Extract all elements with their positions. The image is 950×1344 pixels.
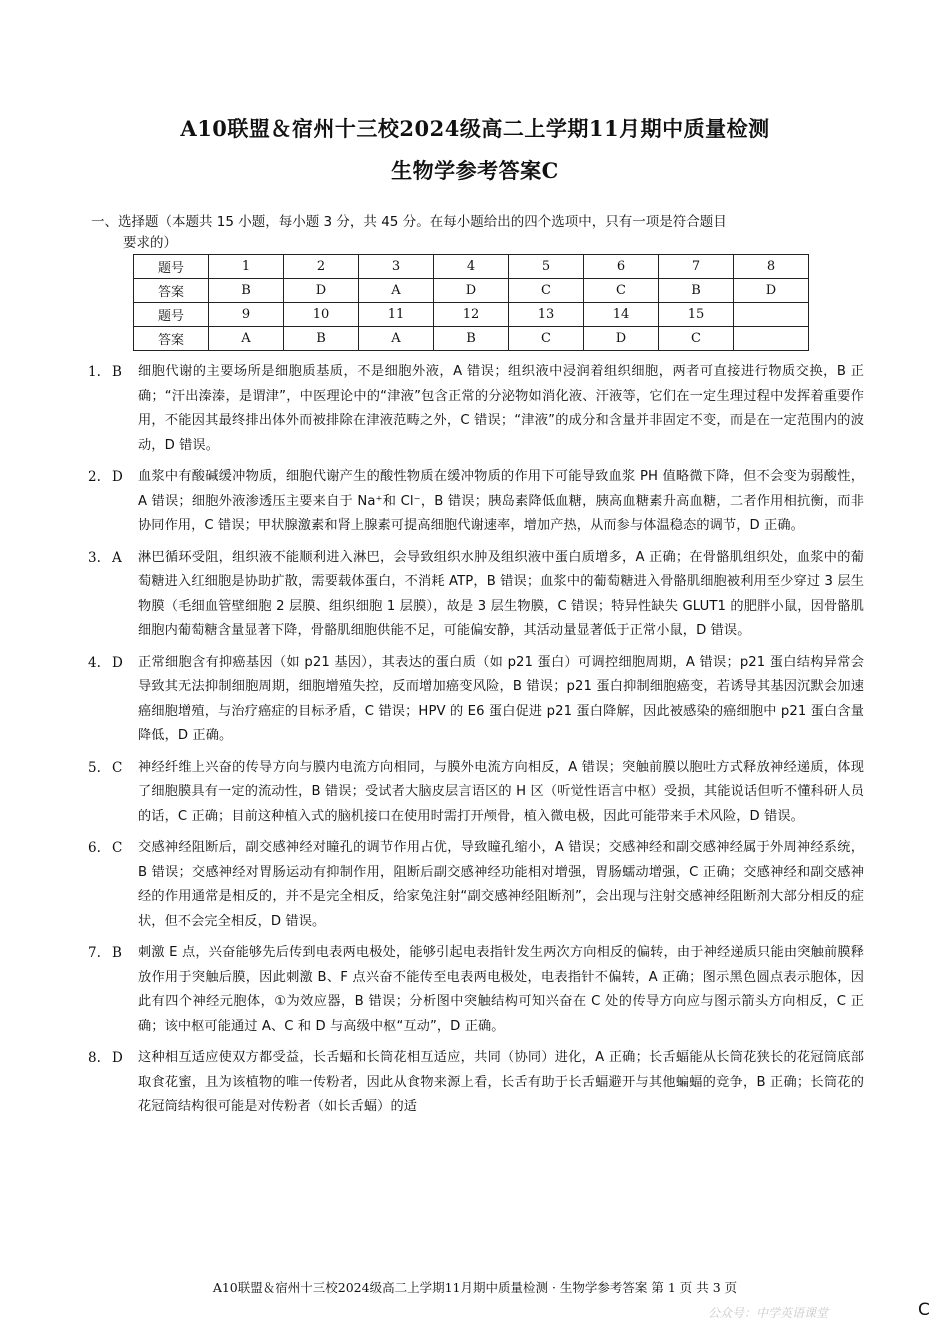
item-explanation: 淋巴循环受阻，组织液不能顺利进入淋巴，会导致组织水肿及组织液中蛋白质增多，A 正确；在骨骼肌组织处，血浆中的葡萄糖进入红细胞是协助扩散，需要载体蛋白，不消耗 ATP，B 错误；血浆中的葡萄糖进入骨骼肌细胞被利用至少穿过 3 层生物膜（毛细血管壁细胞 2 层膜、组织细胞 1 层膜），故是 3 层生物膜，C 错误；特异性缺失 GLUT1 的肥胖小鼠，因骨骼肌细胞内葡萄糖含量显著下降，骨骼肌细胞供能不足，可能偏安静，其活动量显著低于正常小鼠，D 错误。 — [138, 549, 864, 638]
answer-table — [133, 254, 809, 351]
item-number: 5. — [88, 759, 101, 776]
watermark: 公众号：中学英语课堂 — [708, 1306, 829, 1320]
section-heading-line2: 要求的） — [123, 235, 177, 251]
answer-cell: A — [209, 327, 284, 351]
item-answer: D — [112, 1050, 123, 1066]
question-number-cell: 3 — [359, 255, 434, 279]
question-number-cell: 9 — [209, 303, 284, 327]
answer-cell: C — [584, 279, 659, 303]
item-answer: B — [112, 945, 122, 961]
answer-cell: C — [509, 327, 584, 351]
item-answer: A — [112, 549, 122, 566]
item-explanation: 这种相互适应使双方都受益，长舌蝠和长筒花相互适应，共同（协同）进化，A 正确；长舌蝠能从长筒花狭长的花冠筒底部取食花蜜，且为该植物的唯一传粉者，因此从食物来源上看，长舌有助于长舌蝠避开与其他蝙蝠的竞争，B 正确；长筒花的花冠筒结构很可能是对传粉者（如长舌蝠）的适 — [138, 1050, 864, 1114]
answer-cell: A — [359, 279, 434, 303]
list-item — [88, 360, 864, 458]
item-answer: B — [112, 364, 122, 380]
answer-cell: C — [659, 327, 734, 351]
answer-cell: D — [284, 279, 359, 303]
list-item — [88, 651, 864, 749]
item-answer: C — [112, 840, 123, 856]
item-number: 6. — [88, 840, 101, 856]
answer-cell: A — [359, 327, 434, 351]
list-item — [88, 546, 864, 644]
answer-cell: D — [734, 279, 809, 303]
item-explanation: 正常细胞含有抑癌基因（如 p21 基因），其表达的蛋白质（如 p21 蛋白）可调控细胞周期，A 错误；p21 蛋白结构异常会导致其无法抑制细胞周期，细胞增殖失控，反而增加癌变风险，B 错误；p21 蛋白抑制细胞癌变，若诱导其基因沉默会加速癌细胞增殖，与治疗癌症的目标矛盾，C 错误；HPV 的 E6 蛋白促进 p21 蛋白降解，因此被感染的癌细胞中 p21 蛋白含量降低，D 正确。 — [138, 654, 864, 743]
item-number: 3. — [88, 549, 101, 566]
list-item — [88, 941, 864, 1039]
document-title: A10联盟＆宿州十三校2024级高二上学期11月期中质量检测 — [180, 116, 770, 141]
question-number-cell: 8 — [734, 255, 809, 279]
table-row — [134, 279, 809, 303]
answer-cell: D — [584, 327, 659, 351]
question-number-cell: 12 — [434, 303, 509, 327]
row-label: 答案 — [134, 327, 209, 351]
item-explanation: 刺激 E 点，兴奋能够先后传到电表两电极处，能够引起电表指针发生两次方向相反的偏转，由于神经递质只能由突触前膜释放作用于突触后膜，因此刺激 B、F 点兴奋不能传至电表两电极处，电表指针不偏转，A 正确；图示黑色圆点表示胞体，因此有四个神经元胞体，①为效应器，B 错误；分析图中突触结构可知兴奋在 C 处的传导方向应与图示箭头方向相反，C 正确；该中枢可能通过 A、C 和 D 与高级中枢“互动”，D 正确。 — [138, 945, 864, 1034]
table-row — [134, 327, 809, 351]
answer-cell — [734, 327, 809, 351]
question-number-cell: 2 — [284, 255, 359, 279]
row-label: 题号 — [134, 303, 209, 327]
table-row — [134, 303, 809, 327]
row-label: 答案 — [134, 279, 209, 303]
question-number-cell: 13 — [509, 303, 584, 327]
answer-cell: B — [284, 327, 359, 351]
question-number-cell: 15 — [659, 303, 734, 327]
answer-cell: C — [509, 279, 584, 303]
item-number: 2. — [88, 469, 101, 485]
item-number: 8. — [88, 1050, 101, 1066]
list-item — [88, 836, 864, 934]
list-item — [88, 1046, 864, 1120]
answer-cell: B — [659, 279, 734, 303]
item-answer: D — [112, 654, 123, 671]
question-number-cell: 14 — [584, 303, 659, 327]
answer-cell: B — [209, 279, 284, 303]
question-number-cell: 10 — [284, 303, 359, 327]
page-footer: A10联盟＆宿州十三校2024级高二上学期11月期中质量检测 · 生物学参考答案 第 1 页 共 3 页 — [212, 1280, 738, 1295]
item-number: 4. — [88, 654, 101, 671]
item-answer: C — [112, 759, 123, 776]
explanation-list — [88, 360, 864, 1127]
answer-cell: B — [434, 327, 509, 351]
item-explanation: 神经纤维上兴奋的传导方向与膜内电流方向相同，与膜外电流方向相反，A 错误；突触前膜以胞吐方式释放神经递质，体现了细胞膜具有一定的流动性，B 错误；受试者大脑皮层言语区的 H 区（听觉性语言中枢）受损，其能说话但听不懂科研人员的话，C 正确；目前这种植入式的脑机接口在使用时需打开颅骨，植入微电极，因此可能带来手术风险，D 错误。 — [138, 759, 864, 824]
question-number-cell — [734, 303, 809, 327]
section-heading — [91, 212, 871, 254]
answer-cell: D — [434, 279, 509, 303]
document-subtitle: 生物学参考答案C — [391, 158, 559, 183]
row-label: 题号 — [134, 255, 209, 279]
corner-mark: C — [918, 1300, 930, 1320]
question-number-cell: 6 — [584, 255, 659, 279]
item-explanation: 细胞代谢的主要场所是细胞质基质，不是细胞外液，A 错误；组织液中浸润着组织细胞，两者可直接进行物质交换，B 正确；“汗出溱溱，是谓津”，中医理论中的“津液”包含正常的分泌物如消化液、汗液等，它们在一定生理过程中发挥着重要作用，不能因其最终排出体外而被排除在津液范畴之外，C 错误；“津液”的成分和含量并非固定不变，而是在一定范围内的波动，D 错误。 — [138, 364, 864, 453]
list-item — [88, 465, 864, 539]
item-number: 1. — [88, 364, 101, 380]
list-item — [88, 756, 864, 830]
item-explanation: 交感神经阻断后，副交感神经对瞳孔的调节作用占优，导致瞳孔缩小，A 错误；交感神经和副交感神经属于外周神经系统，B 错误；交感神经对胃肠运动有抑制作用，阻断后副交感神经功能相对增强，胃肠蠕动增强，C 正确；交感神经和副交感神经的作用通常是相反的，并不是完全相反，给家兔注射“副交感神经阻断剂”，会出现与注射交感神经阻断剂大部分相反的症状，但不会完全相反，D 错误。 — [138, 840, 864, 929]
question-number-cell: 5 — [509, 255, 584, 279]
section-heading-line1: 一、选择题（本题共 15 小题，每小题 3 分，共 45 分。在每小题给出的四个选项中，只有一项是符合题目 — [91, 214, 727, 230]
question-number-cell: 1 — [209, 255, 284, 279]
table-row — [134, 255, 809, 279]
question-number-cell: 7 — [659, 255, 734, 279]
question-number-cell: 4 — [434, 255, 509, 279]
question-number-cell: 11 — [359, 303, 434, 327]
item-answer: D — [112, 469, 123, 485]
item-number: 7. — [88, 945, 101, 961]
item-explanation: 血浆中有酸碱缓冲物质，细胞代谢产生的酸性物质在缓冲物质的作用下可能导致血浆 PH 值略微下降，但不会变为弱酸性，A 错误；细胞外液渗透压主要来自于 Na⁺和 Cl⁻，B 错误；胰岛素降低血糖，胰高血糖素升高血糖，二者作用相抗衡，而非协同作用，C 错误；甲状腺激素和肾上腺素可提高细胞代谢速率，增加产热，从而参与体温稳态的调节，D 正确。 — [138, 469, 864, 533]
